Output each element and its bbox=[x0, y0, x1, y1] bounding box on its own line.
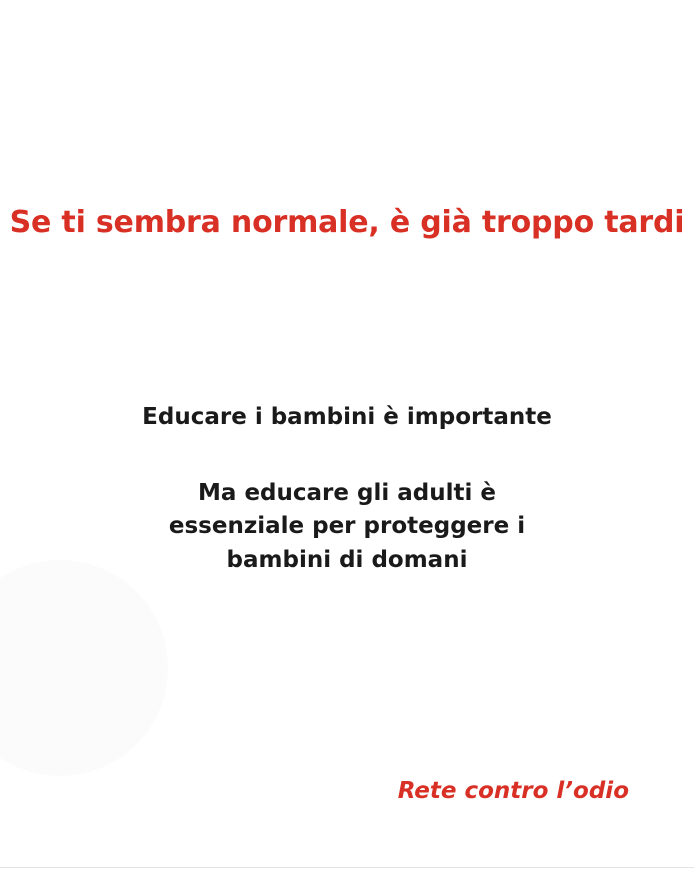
body-line-2c: bambini di domani bbox=[226, 546, 468, 573]
body-line-1: Educare i bambini è importante bbox=[142, 404, 552, 430]
headline-text: Se ti sembra normale, è già troppo tardi bbox=[9, 205, 685, 240]
signature-text: Rete contro l’odio bbox=[397, 778, 629, 804]
body-spacer bbox=[0, 433, 694, 477]
background-circle-decoration bbox=[0, 560, 168, 776]
body-text-block bbox=[0, 403, 694, 577]
bottom-divider bbox=[0, 867, 694, 868]
body-paragraph-2 bbox=[0, 477, 694, 577]
body-line-2a: Ma educare gli adulti è bbox=[198, 479, 496, 506]
body-line-2b: essenziale per proteggere i bbox=[168, 513, 526, 540]
